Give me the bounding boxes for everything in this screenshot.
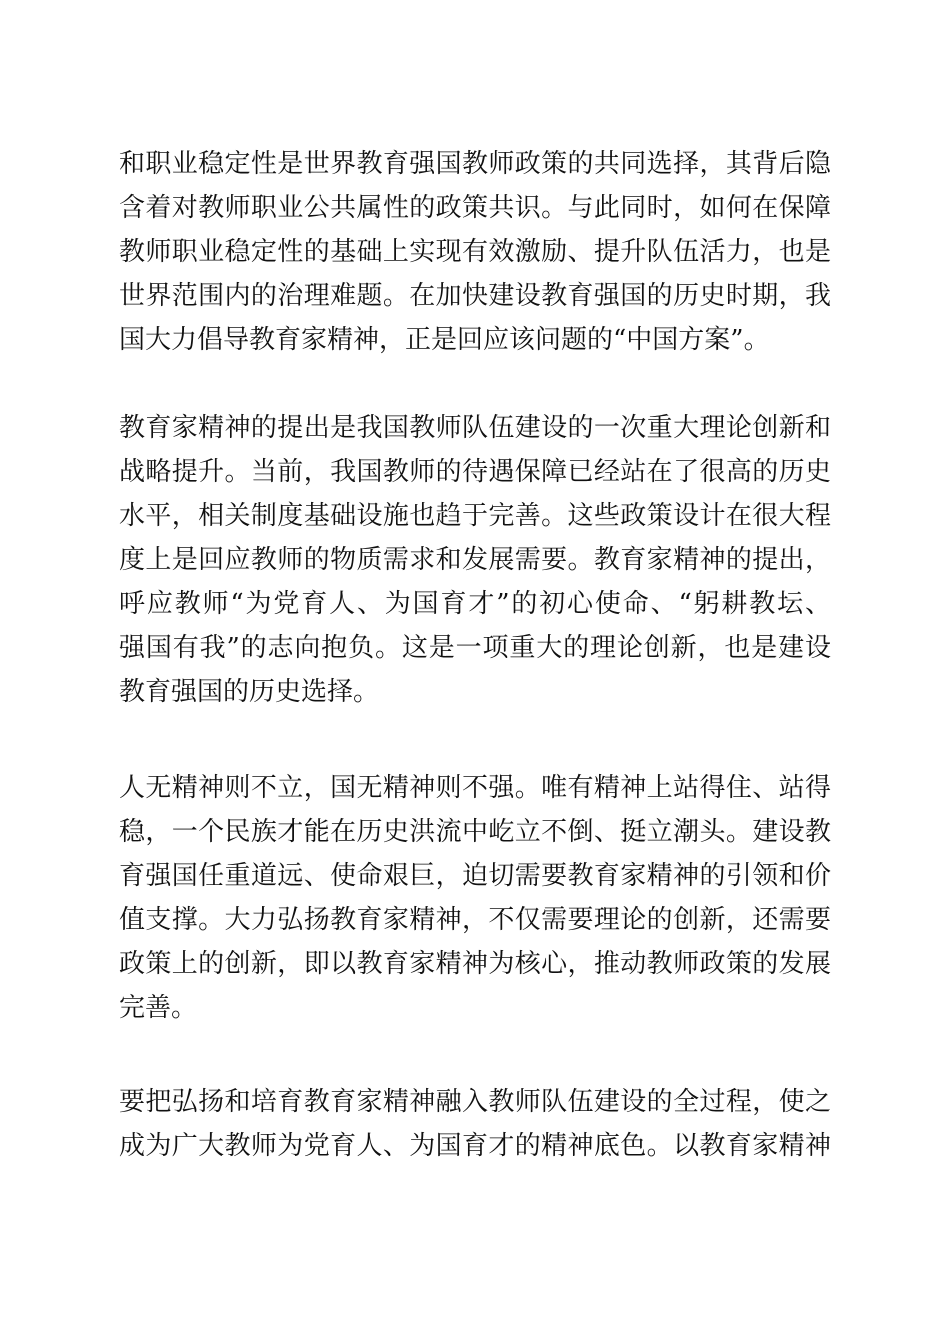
paragraph-line: 成为广大教师为党育人、为国育才的精神底色。以教育家精神 xyxy=(119,1131,831,1161)
paragraph-4 xyxy=(119,1080,831,1168)
paragraph-line: 呼应教师“为党育人、为国育才”的初心使命、“躬耕教坛、 xyxy=(119,589,831,619)
paragraph-line: 教育强国的历史选择。 xyxy=(119,677,380,707)
paragraph-line: 含着对教师职业公共属性的政策共识。与此同时，如何在保障 xyxy=(119,193,831,223)
paragraph-line: 政策上的创新，即以教育家精神为核心，推动教师政策的发展 xyxy=(119,949,831,979)
paragraph-line: 稳，一个民族才能在历史洪流中屹立不倒、挺立潮头。建设教 xyxy=(119,817,831,847)
paragraph-line: 教育家精神的提出是我国教师队伍建设的一次重大理论创新和 xyxy=(119,413,831,443)
paragraph-3 xyxy=(119,766,831,1030)
paragraph-line: 人无精神则不立，国无精神则不强。唯有精神上站得住、站得 xyxy=(119,773,831,803)
paragraph-line: 和职业稳定性是世界教育强国教师政策的共同选择，其背后隐 xyxy=(119,149,831,179)
paragraph-line: 完善。 xyxy=(119,993,198,1023)
paragraph-line: 教师职业稳定性的基础上实现有效激励、提升队伍活力，也是 xyxy=(119,237,831,267)
paragraph-2 xyxy=(119,406,831,714)
paragraph-line: 战略提升。当前，我国教师的待遇保障已经站在了很高的历史 xyxy=(119,457,831,487)
paragraph-line: 水平，相关制度基础设施也趋于完善。这些政策设计在很大程 xyxy=(119,501,831,531)
paragraph-1 xyxy=(119,142,831,362)
paragraph-line: 强国有我”的志向抱负。这是一项重大的理论创新，也是建设 xyxy=(119,633,831,663)
paragraph-line: 育强国任重道远、使命艰巨，迫切需要教育家精神的引领和价 xyxy=(119,861,831,891)
paragraph-line: 值支撑。大力弘扬教育家精神，不仅需要理论的创新，还需要 xyxy=(119,905,831,935)
paragraph-line: 世界范围内的治理难题。在加快建设教育强国的历史时期，我 xyxy=(119,281,831,311)
paragraph-line: 国大力倡导教育家精神，正是回应该问题的“中国方案”。 xyxy=(119,325,770,355)
paragraph-line: 要把弘扬和培育教育家精神融入教师队伍建设的全过程，使之 xyxy=(119,1087,831,1117)
paragraph-line: 度上是回应教师的物质需求和发展需要。教育家精神的提出， xyxy=(119,545,831,575)
